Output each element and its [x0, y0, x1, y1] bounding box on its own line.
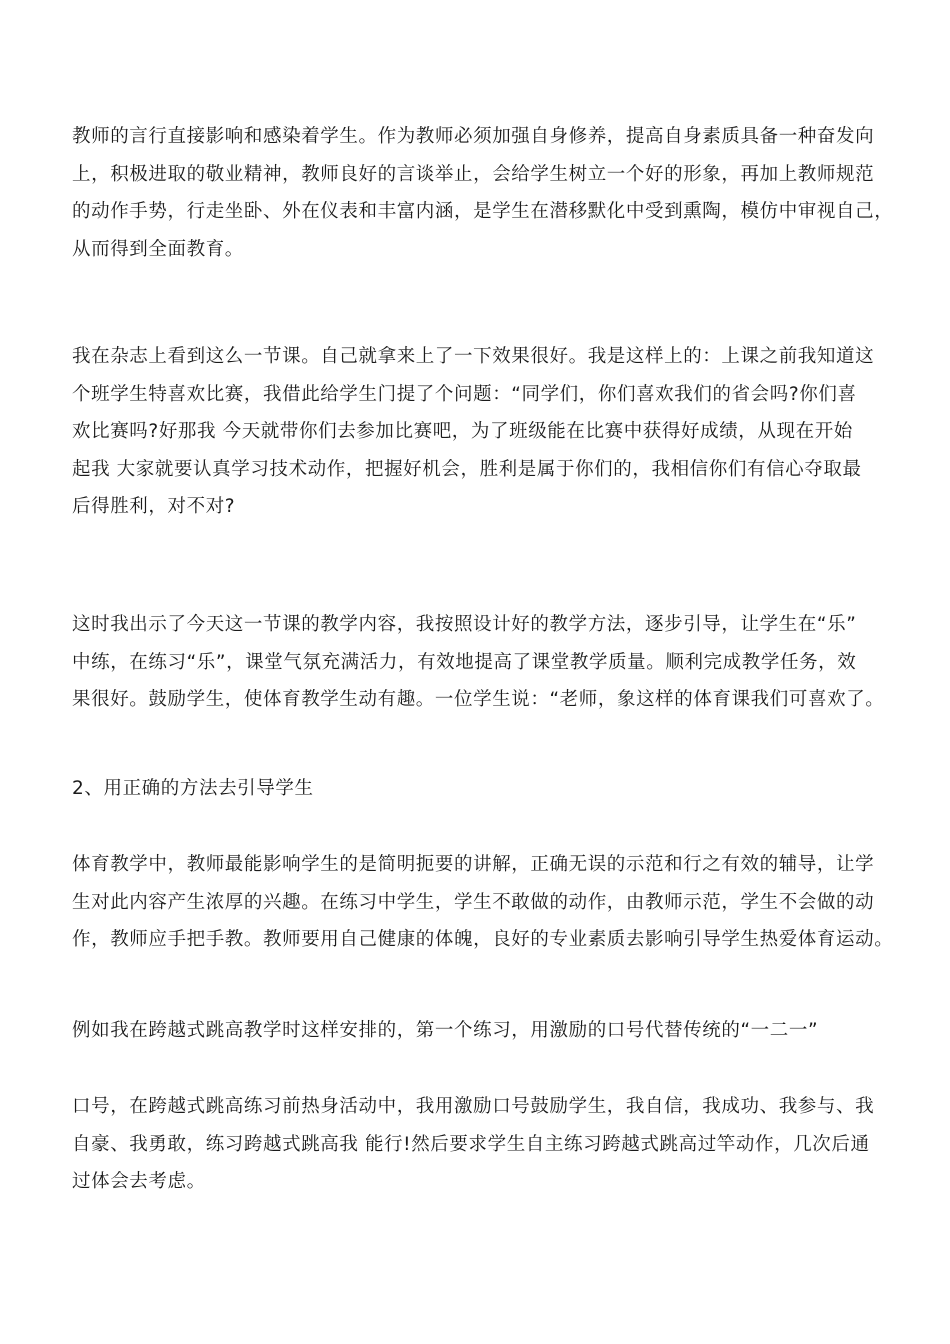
text-line: 生对此内容产生浓厚的兴趣。在练习中学生，学生不敢做的动作，由教师示范，学生不会做的动: [72, 891, 875, 913]
text-line: 上，积极进取的敬业精神，教师良好的言谈举止，会给学生树立一个好的形象，再加上教师规范: [72, 163, 875, 185]
paragraph-teacher-role: [72, 118, 892, 268]
heading-text: 2、用正确的方法去引导学生: [72, 778, 314, 799]
text-line: 过体会去考虑。: [72, 1171, 206, 1192]
paragraph-magazine-lesson: [72, 338, 892, 526]
text-line: 我在杂志上看到这么一节课。自己就拿来上了一下效果很好。我是这样上的：上课之前我知道这: [72, 346, 875, 367]
text-line: 果很好。鼓励学生，使体育教学生动有趣。一位学生说：“老师，象这样的体育课我们可喜欢了。: [72, 689, 885, 710]
section-heading: [72, 770, 892, 808]
text-line: 的动作手势，行走坐卧、外在仪表和丰富内涵，是学生在潜移默化中受到熏陶，模仿中审视自己，: [72, 201, 894, 222]
paragraph-teaching-method: [72, 846, 892, 959]
paragraph-high-jump-example: [72, 1012, 892, 1050]
text-line: 中练，在练习“乐”，课堂气氛充满活力，有效地提高了课堂教学质量。顺利完成教学任务，效: [72, 651, 857, 673]
text-line: 这时我出示了今天这一节课的教学内容，我按照设计好的教学方法，逐步引导，让学生在“乐”: [72, 614, 857, 635]
text-line: 口号，在跨越式跳高练习前热身活动中，我用激励口号鼓励学生，我自信，我成功、我参与、我: [72, 1096, 875, 1117]
text-line: 欢比赛吗?好那我 今天就带你们去参加比赛吧，为了班级能在比赛中获得好成绩，从现在开始: [72, 421, 853, 442]
text-line: 作，教师应手把手教。教师要用自己健康的体魄，良好的专业素质去影响引导学生热爱体育运动。: [72, 929, 894, 950]
text-line: 后得胜利，对不对?: [72, 496, 236, 517]
text-line: 个班学生特喜欢比赛，我借此给学生门提了个问题：“同学们，你们喜欢我们的省会吗?你们喜: [72, 383, 857, 405]
text-line: 自豪、我勇敢，练习跨越式跳高我 能行!然后要求学生自主练习跨越式跳高过竿动作，几次后通: [72, 1133, 870, 1155]
text-line: 体育教学中，教师最能影响学生的是简明扼要的讲解，正确无误的示范和行之有效的辅导，让学: [72, 854, 875, 875]
paragraph-slogan-practice: [72, 1088, 892, 1201]
text-line: 从而得到全面教育。: [72, 238, 244, 260]
text-line: 起我 大家就要认真学习技术动作，把握好机会，胜利是属于你们的，我相信你们有信心夺取最: [72, 458, 862, 480]
text-line: 例如我在跨越式跳高教学时这样安排的，第一个练习，用激励的口号代替传统的“一二一”: [72, 1020, 819, 1041]
text-line: 教师的言行直接影响和感染着学生。作为教师必须加强自身修养，提高自身素质具备一种奋发向: [72, 126, 875, 147]
paragraph-lesson-content: [72, 606, 892, 719]
